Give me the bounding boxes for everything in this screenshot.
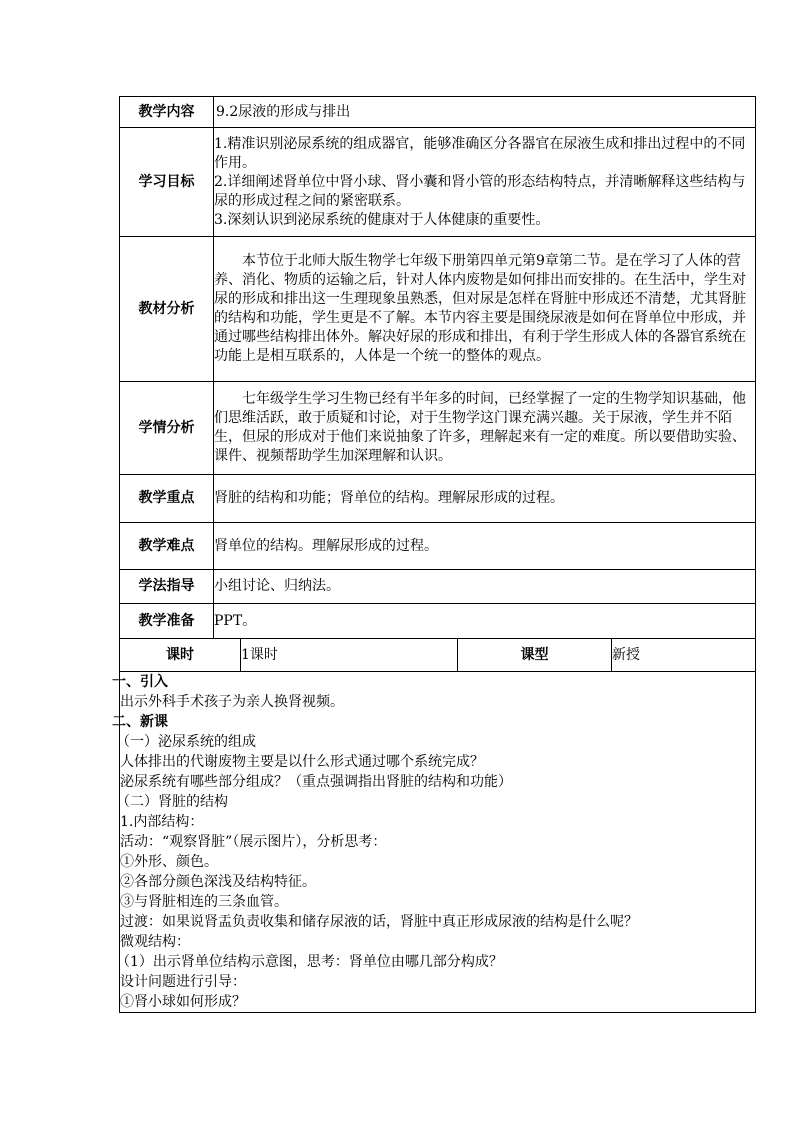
process-heading: 二、新课	[112, 714, 168, 730]
process-line: ③与肾脏相连的三条血管。	[120, 894, 288, 910]
process-line: ①肾小球如何形成？	[120, 994, 246, 1010]
row-difficulty	[120, 523, 756, 570]
textbook-analysis-text: 本节位于北师大版生物学七年级下册第四单元第9章第二节。是在学习了人体的营养、消化、物质的运输之后，针对人体内废物是如何排出而安排的。在生活中，学生对尿的形成和排出这一生理现象虽熟悉，但对尿是怎样在肾脏中形成还不清楚，尤其肾脏的结构和功能，学生更是不了解。本节内容主要是围绕尿液是如何在肾单位中形成，并通过哪些结构排出体外。解决好尿的形成和排出，有利于学生形成人体的各器官系统在功能上是相互联系的，人体是一个统一的整体的观点。	[214, 253, 746, 364]
process-line: 活动：“观察肾脏”（展示图片），分析思考：	[120, 834, 387, 850]
student-analysis-cell	[214, 382, 756, 475]
row-class-hours	[120, 639, 756, 672]
process-line: 设计问题进行引导：	[120, 974, 246, 990]
goal-item: 2.详细阐述肾单位中肾小球、肾小囊和肾小管的形态结构特点，并清晰解释这些结构与尿的形成过程之间的紧密联系。	[214, 173, 746, 209]
process-line: 1.内部结构：	[120, 814, 204, 830]
row-preparation	[120, 604, 756, 639]
label-lesson-type: 课型	[458, 639, 612, 672]
learning-goals	[214, 128, 756, 237]
lesson-plan-table	[112, 96, 756, 1013]
process-line: 微观结构：	[120, 934, 190, 950]
label-key-points: 教学重点	[120, 475, 214, 523]
label-preparation: 教学准备	[120, 604, 214, 639]
label-class-hours: 课时	[120, 639, 241, 672]
label-learning-goals: 学习目标	[120, 128, 214, 237]
difficulty-text: 肾单位的结构。理解尿形成的过程。	[214, 523, 756, 570]
label-difficulty: 教学难点	[120, 523, 214, 570]
label-student-analysis: 学情分析	[120, 382, 214, 475]
learning-method-text: 小组讨论、归纳法。	[214, 570, 756, 604]
textbook-analysis-cell	[214, 237, 756, 382]
row-learning-goals	[120, 128, 756, 237]
lesson-title: 9.2尿液的形成与排出	[214, 97, 756, 128]
teaching-process	[112, 672, 756, 1013]
process-line: 人体排出的代谢废物主要是以什么形式通过哪个系统完成？	[120, 754, 484, 770]
preparation-text: PPT。	[214, 604, 756, 639]
label-learning-method: 学法指导	[120, 570, 214, 604]
key-points-text: 肾脏的结构和功能；肾单位的结构。理解尿形成的过程。	[214, 475, 756, 523]
label-textbook-analysis: 教材分析	[120, 237, 214, 382]
process-heading: 一、引入	[112, 674, 168, 690]
row-student-analysis	[120, 382, 756, 475]
process-line: （一）泌尿系统的组成	[116, 734, 256, 750]
lesson-type-value: 新授	[612, 639, 756, 672]
process-line: 泌尿系统有哪些部分组成？（重点强调指出肾脏的结构和功能）	[120, 774, 512, 790]
row-teaching-process	[120, 672, 756, 1013]
process-line: ②各部分颜色深浅及结构特征。	[120, 874, 316, 890]
goal-item: 3.深刻认识到泌尿系统的健康对于人体健康的重要性。	[214, 211, 550, 228]
class-hours-value: 1课时	[241, 639, 458, 672]
process-line: ①外形、颜色。	[120, 854, 218, 870]
row-learning-method	[120, 570, 756, 604]
process-line: （1）出示肾单位结构示意图，思考：肾单位由哪几部分构成？	[116, 954, 503, 970]
row-textbook-analysis	[120, 237, 756, 382]
student-analysis-text: 七年级学生学习生物已经有半年多的时间，已经掌握了一定的生物学知识基础，他们思维活跃，敢于质疑和讨论，对于生物学这门课充满兴趣。关于尿液，学生并不陌生，但尿的形成对于他们来说抽象了许多，理解起来有一定的难度。所以要借助实验、课件、视频帮助学生加深理解和认识。	[214, 391, 746, 464]
row-teaching-content	[120, 97, 756, 128]
process-line: 过渡：如果说肾盂负责收集和储存尿液的话，肾脏中真正形成尿液的结构是什么呢？	[120, 914, 638, 930]
label-teaching-content: 教学内容	[120, 97, 214, 128]
process-line: （二）肾脏的结构	[116, 794, 228, 810]
process-list	[112, 672, 755, 1012]
lesson-plan	[112, 96, 755, 1013]
row-key-points	[120, 475, 756, 523]
goal-item: 1.精准识别泌尿系统的组成器官，能够准确区分各器官在尿液生成和排出过程中的不同作用。	[214, 135, 746, 171]
process-line: 出示外科手术孩子为亲人换肾视频。	[120, 694, 344, 710]
